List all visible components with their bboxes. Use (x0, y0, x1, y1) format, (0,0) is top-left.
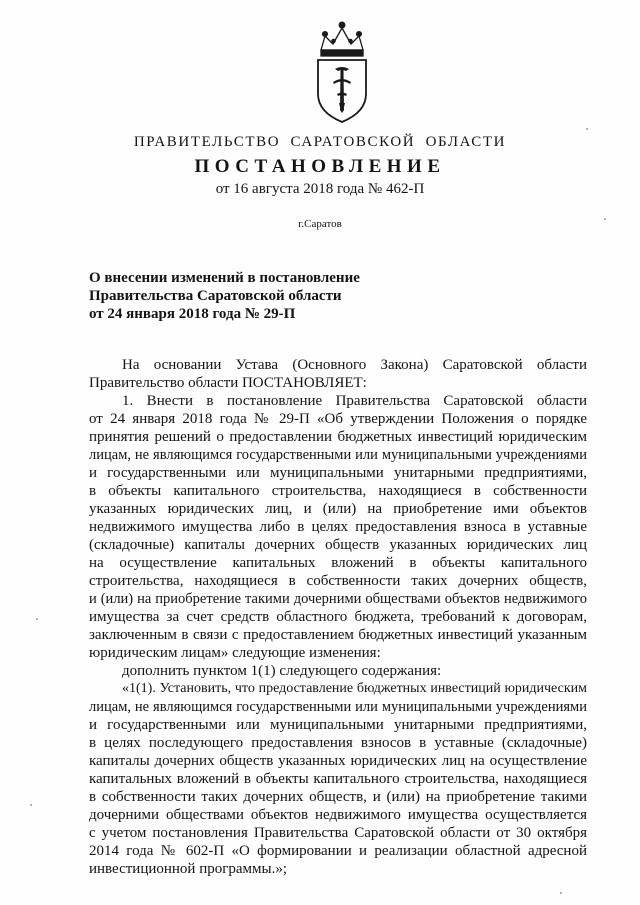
body-line: «1(1). Установить, что предоставление бюджетных инвестиций юридическим (122, 681, 587, 696)
document-city: г.Саратов (298, 218, 342, 230)
body-line: и (или) на приобретение такими дочерними обществами объектов недвижимого (89, 591, 587, 607)
subject-line: Правительства Саратовской области (89, 288, 342, 304)
saratov-coat-of-arms-emblem (313, 14, 371, 126)
document-type-title: ПОСТАНОВЛЕНИЕ (194, 156, 446, 177)
body-line: на осуществление капитальных вложений в объекты капитального (89, 555, 587, 571)
body-line: инвестиционной программы.»; (89, 861, 288, 877)
scan-speck (30, 804, 32, 806)
body-line: указанных юридических лиц, и (или) на приобретение ими объектов (89, 501, 587, 517)
government-name: ПРАВИТЕЛЬСТВО САРАТОВСКОЙ ОБЛАСТИ (133, 134, 507, 150)
document-subject (89, 269, 360, 323)
scan-speck (586, 128, 588, 130)
body-line: и государственными или муниципальными унитарными предприятиями, (89, 717, 587, 733)
subject-line: от 24 января 2018 года № 29-П (89, 306, 296, 322)
scan-speck (36, 618, 38, 620)
body-line: в объекты капитального строительства, находящиеся в собственности (89, 483, 587, 499)
body-line: заключенным в связи с предоставлением бюджетных инвестиций указанным (89, 627, 587, 643)
body-line: с учетом постановления Правительства Саратовской области от 30 октября (89, 825, 587, 841)
document-date-number: от 16 августа 2018 года № 462-П (215, 181, 425, 197)
body-line: лицам, не являющимся государственными или муниципальными учреждениями (89, 447, 587, 463)
scan-speck (604, 218, 606, 220)
scan-speck (560, 892, 562, 894)
body-line: и государственными или муниципальными унитарными предприятиями, (89, 465, 587, 481)
body-line: 1. Внести в постановление Правительства Саратовской области (122, 393, 587, 409)
body-line: 2014 года № 602-П «О формировании и реализации областной адресной (89, 843, 587, 859)
body-line: в собственности таких дочерних обществ, и (или) на приобретение такими (89, 789, 587, 805)
body-line: недвижимого имущества либо в целях предоставления взноса в уставные (89, 519, 587, 535)
body-line: дочерними обществами объектов недвижимого имущества осуществляется (89, 807, 587, 823)
body-line: дополнить пунктом 1(1) следующего содержания: (122, 663, 442, 679)
body-line: принятия решений о предоставлении бюджетных инвестиций юридическим (89, 429, 587, 445)
body-line: капитальных вложений в объекты капитального строительства, находящиеся (89, 771, 587, 787)
body-line: юридическим лицам» следующие изменения: (89, 645, 381, 661)
body-line: капиталы дочерних обществ указанных юридических лиц на осуществление (89, 753, 587, 769)
body-line: На основании Устава (Основного Закона) Саратовской области (122, 357, 587, 373)
body-line: (складочные) капиталы дочерних обществ указанных юридических лиц (89, 537, 587, 553)
subject-line: О внесении изменений в постановление (89, 270, 360, 286)
body-line: лицам, не являющимся государственными или муниципальными учреждениями (89, 699, 587, 715)
body-line: имущества за счет средств областного бюджета, требований к договорам, (89, 609, 587, 625)
body-line: в целях последующего предоставления взносов в уставные (складочные) (89, 735, 587, 751)
body-line: от 24 января 2018 года № 29-П «Об утверждении Положения о порядке (89, 411, 587, 427)
body-line: Правительство области ПОСТАНОВЛЯЕТ: (89, 375, 367, 391)
body-line: строительства, находящиеся в собственности таких дочерних обществ, (89, 573, 587, 589)
